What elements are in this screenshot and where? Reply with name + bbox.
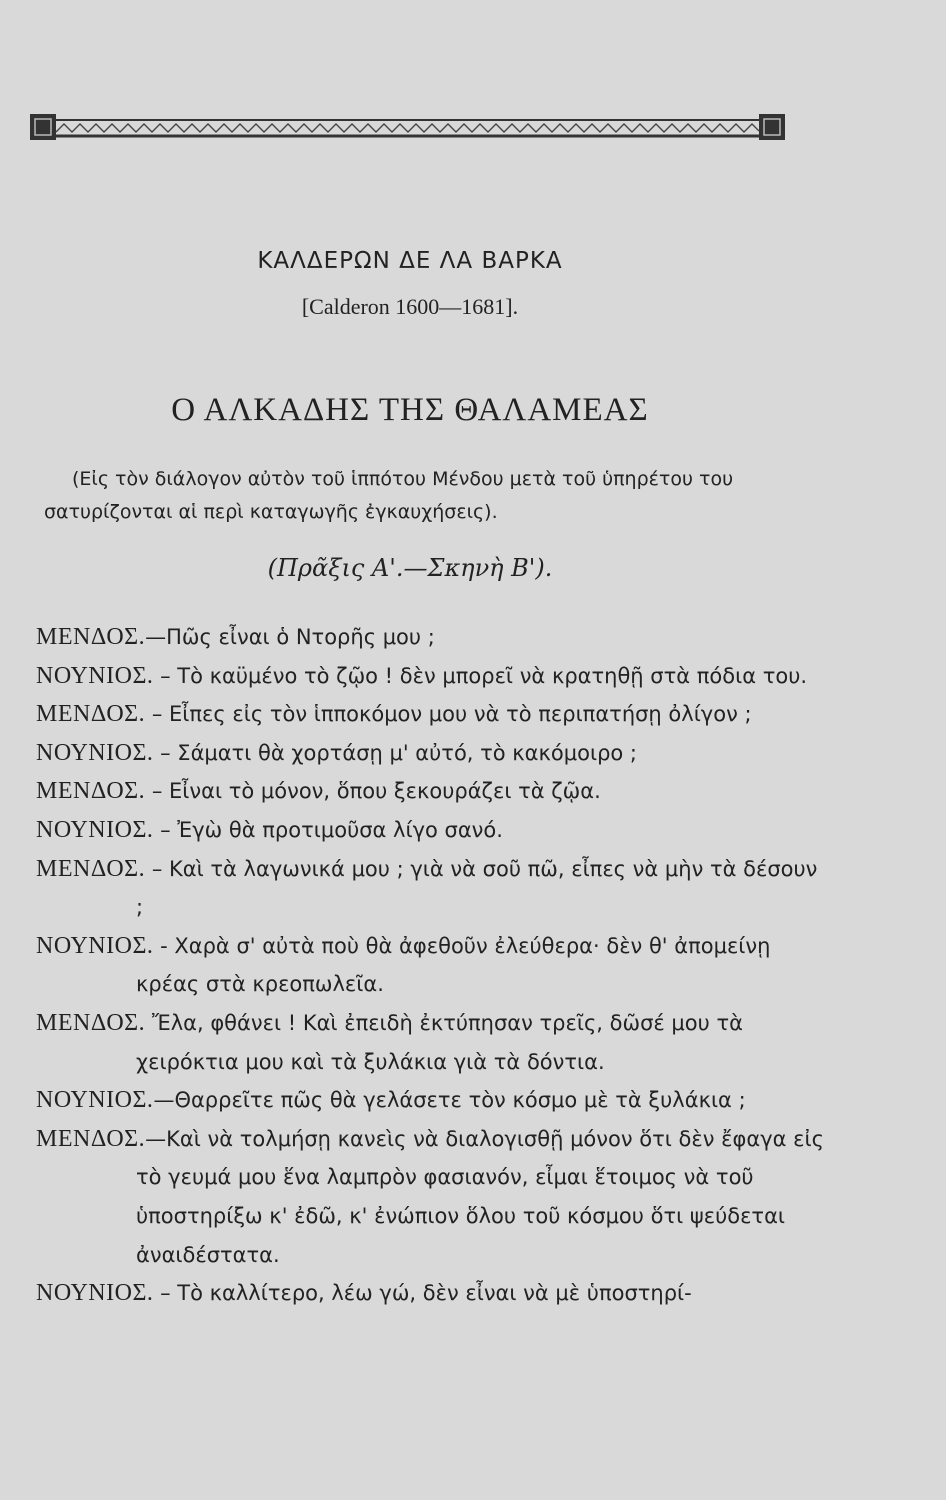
dialogue-line: [36, 618, 826, 657]
dialogue: [36, 618, 826, 1313]
speaker-name: ΝΟΥΝΙΟΣ.: [36, 662, 154, 689]
dialogue-text: – Σάματι θὰ χορτάσῃ μ' αὐτό, τὸ κακόμοιρο ;: [160, 740, 637, 765]
ornamental-header-rule: [30, 112, 785, 142]
dialogue-text: —Πῶς εἶναι ὁ Ντορῆς μου ;: [145, 625, 435, 649]
speaker-name: ΜΕΝΔΟΣ.: [36, 624, 146, 650]
dialogue-text: – Ἐγὼ θὰ προτιμοῦσα λίγο σανό.: [160, 817, 503, 842]
speaker-name: ΜΕΝΔΟΣ.: [36, 701, 146, 728]
speaker-name: ΝΟΥΝΙΟΣ.: [36, 1087, 154, 1114]
speaker-name: ΝΟΥΝΙΟΣ.: [36, 739, 154, 766]
dialogue-line: [36, 772, 826, 811]
play-title: Ο ΑΛΚΑΔΗΣ ΤΗΣ ΘΑΛΑΜΕΑΣ: [171, 392, 649, 428]
dialogue-text: – Καὶ τὰ λαγωνικά μου ; γιὰ νὰ σοῦ πῶ, εἶπες νὰ μὴν τὰ δέσουν ;: [136, 856, 818, 920]
dialogue-line: [36, 695, 826, 734]
dialogue-line: [36, 1120, 826, 1274]
dialogue-text: – Εἶπες εἰς τὸν ἱπποκόμον μου νὰ τὸ περιπατήσῃ ὀλίγον ;: [151, 702, 752, 727]
dialogue-line: [36, 1004, 826, 1081]
speaker-name: ΜΕΝΔΟΣ.: [36, 778, 146, 805]
speaker-name: ΝΟΥΝΙΟΣ.: [36, 816, 154, 843]
author-dates: [Calderon 1600—1681].: [301, 294, 519, 319]
dialogue-text: Ἔλα, φθάνει ! Καὶ ἐπειδὴ ἐκτύπησαν τρεῖς, δῶσέ μου τὰ χειρόκτια μου καὶ τὰ ξυλάκια γιὰ τὰ δόντια.: [136, 1010, 743, 1074]
author-heading: ΚΑΛΔΕΡΩΝ ΔΕ ΛΑ ΒΑΡΚΑ: [257, 248, 563, 274]
dialogue-text: – Τὸ καλλίτερο, λέω γώ, δὲν εἶναι νὰ μὲ ὑποστηρί-: [160, 1281, 692, 1306]
dialogue-line: [36, 811, 826, 850]
dialogue-text: —Καὶ νὰ τολμήσῃ κανεὶς νὰ διαλογισθῇ μόνον ὅτι δὲν ἔφαγα εἰς τὸ γευμά μου ἕνα λαμπρὸν φασιανόν, εἶμαι ἕτοιμος νὰ τοῦ ὑποστηρίξω κ' ἐδῶ, κ' ἐνώπιον ὅλου τοῦ κόσμου ὅτι ψεύδεται ἀναιδέστατα.: [136, 1126, 824, 1267]
dialogue-line: [36, 927, 826, 1004]
dialogue-line: [36, 1274, 826, 1313]
dialogue-text: - Χαρὰ σ' αὐτὰ ποὺ θὰ ἀφεθοῦν ἐλεύθερα· δὲν θ' ἀπομείνῃ κρέας στὰ κρεοπωλεῖα.: [136, 933, 771, 997]
speaker-name: ΝΟΥΝΙΟΣ.: [36, 932, 154, 959]
speaker-name: ΜΕΝΔΟΣ.: [36, 1009, 146, 1036]
speaker-name: ΜΕΝΔΟΣ.: [36, 1125, 146, 1152]
dialogue-line: [36, 850, 826, 927]
dialogue-text: —Θαρρεῖτε πῶς θὰ γελάσετε τὸν κόσμο μὲ τὰ ξυλάκια ;: [153, 1088, 746, 1113]
dialogue-text: – Εἶναι τὸ μόνον, ὅπου ξεκουράζει τὰ ζῷα.: [151, 779, 601, 804]
dialogue-line: [36, 1081, 826, 1120]
dialogue-text: – Τὸ καϋμένο τὸ ζῷο ! δὲν μπορεῖ νὰ κρατηθῇ στὰ πόδια του.: [160, 663, 808, 688]
speaker-name: ΜΕΝΔΟΣ.: [36, 855, 146, 882]
dialogue-line: [36, 657, 826, 696]
speaker-name: ΝΟΥΝΙΟΣ.: [36, 1280, 154, 1307]
play-subtitle: (Εἰς τὸν διάλογον αὐτὸν τοῦ ἱππότου Μένδου μετὰ τοῦ ὑπηρέτου του σατυρίζονται αἱ περὶ καταγωγῆς ἐγκαυχήσεις).: [44, 468, 734, 523]
scene-heading: (Πρᾶξις Α'.—Σκηνὴ Β').: [267, 554, 553, 582]
dialogue-line: [36, 734, 826, 773]
